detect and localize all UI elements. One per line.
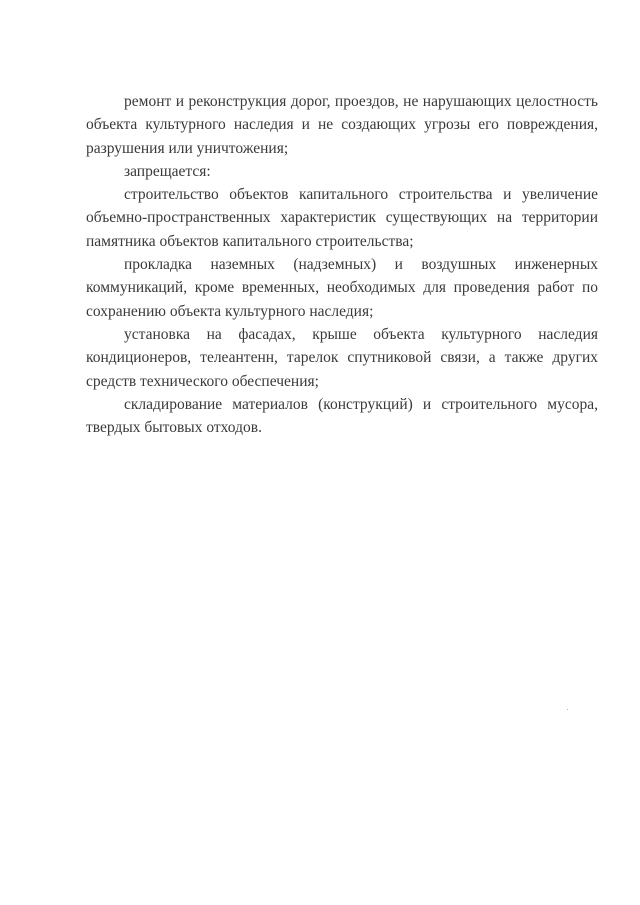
paragraph-facade-equipment: установка на фасадах, крыше объекта культурного наследия кондиционеров, телеантенн, тарелок спутниковой связи, а также других средств технического обеспечения; — [86, 325, 598, 390]
paragraph-capital-construction: строительство объектов капитального строительства и увеличение объемно-пространственных характеристик существующих на территории памятника объектов капитального строительства; — [86, 186, 598, 250]
paragraph-storage-waste: складирование материалов (конструкций) и строительного мусора, твердых бытовых отходов. — [86, 395, 598, 437]
scan-speck — [567, 709, 568, 710]
paragraph-engineering-communications: прокладка наземных (надземных) и воздушных инженерных коммуникаций, кроме временных, необходимых для проведения работ по сохранению объекта культурного наследия; — [86, 256, 598, 320]
paragraph-prohibited-heading: запрещается: — [124, 162, 211, 180]
paragraph-road-repair: ремонт и реконструкция дорог, проездов, не нарушающих целостность объекта культурного наследия и не создающих угрозы его повреждения, разрушения или уничтожения; — [86, 93, 598, 157]
document-body — [86, 90, 598, 439]
